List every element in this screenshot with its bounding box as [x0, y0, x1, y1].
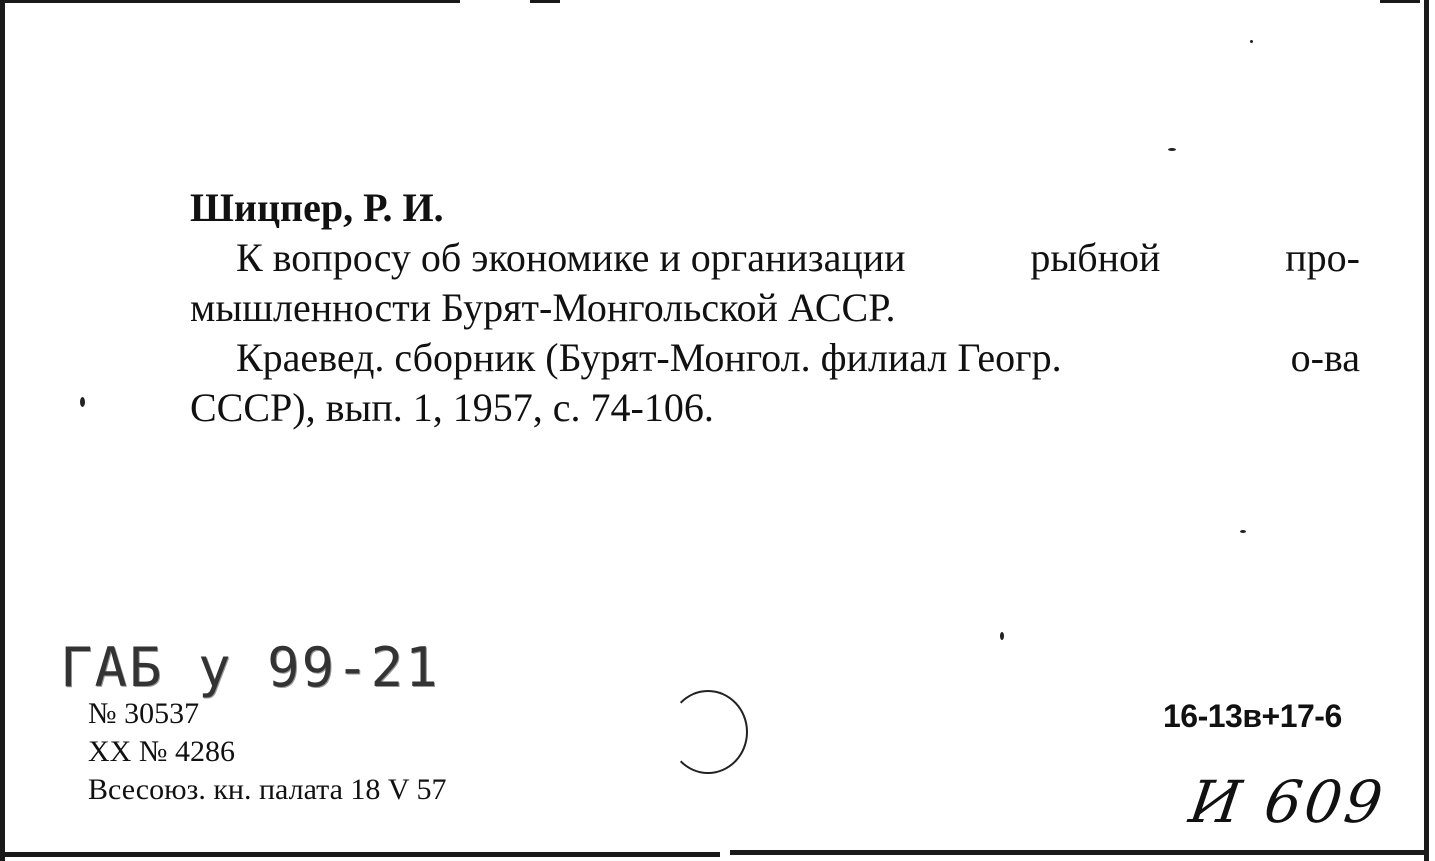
registry-block [88, 695, 447, 809]
card-edge-left [0, 0, 5, 861]
registry-xx-number: XX № 4286 [88, 735, 235, 768]
source-part: о-ва [1290, 335, 1360, 380]
bibliographic-entry [190, 183, 1360, 433]
title-part: К вопросу об экономике и организации [236, 235, 906, 280]
title-line-2: мышленности Бурят-Монгольской АССР. [190, 285, 896, 330]
speck [1000, 632, 1004, 640]
source-part: Краевед. сборник (Бурят-Монгол. филиал Геогр. [236, 335, 1062, 380]
source-line-2: СССР), вып. 1, 1957, с. 74-106. [190, 385, 714, 430]
speck [80, 397, 85, 407]
title-part: про- [1285, 235, 1360, 280]
card-edge-bottom [730, 850, 1425, 855]
author-name: Шицпер, Р. И. [190, 185, 444, 230]
speck [1240, 530, 1246, 533]
speck [1250, 40, 1253, 43]
card-edge-right [1424, 0, 1429, 861]
punch-hole [668, 690, 748, 774]
registry-number: № 30537 [88, 697, 200, 730]
speck [1168, 148, 1176, 151]
library-stamp: ГАБ у 99-21 [60, 636, 440, 699]
card-edge-top [0, 0, 460, 3]
title-part: рыбной [1030, 235, 1161, 280]
source-line-1 [190, 333, 1360, 383]
classification-code: 16-13в+17-6 [1163, 698, 1342, 734]
book-chamber-line: Всесоюз. кн. палата 18 V 57 [88, 773, 447, 806]
card-edge-top-fragment [1380, 0, 1420, 3]
card-edge-top-fragment [530, 0, 560, 3]
handwritten-shelfmark: И 609 [1185, 768, 1390, 836]
title-line-1 [190, 233, 1360, 283]
card-edge-bottom [0, 852, 720, 857]
